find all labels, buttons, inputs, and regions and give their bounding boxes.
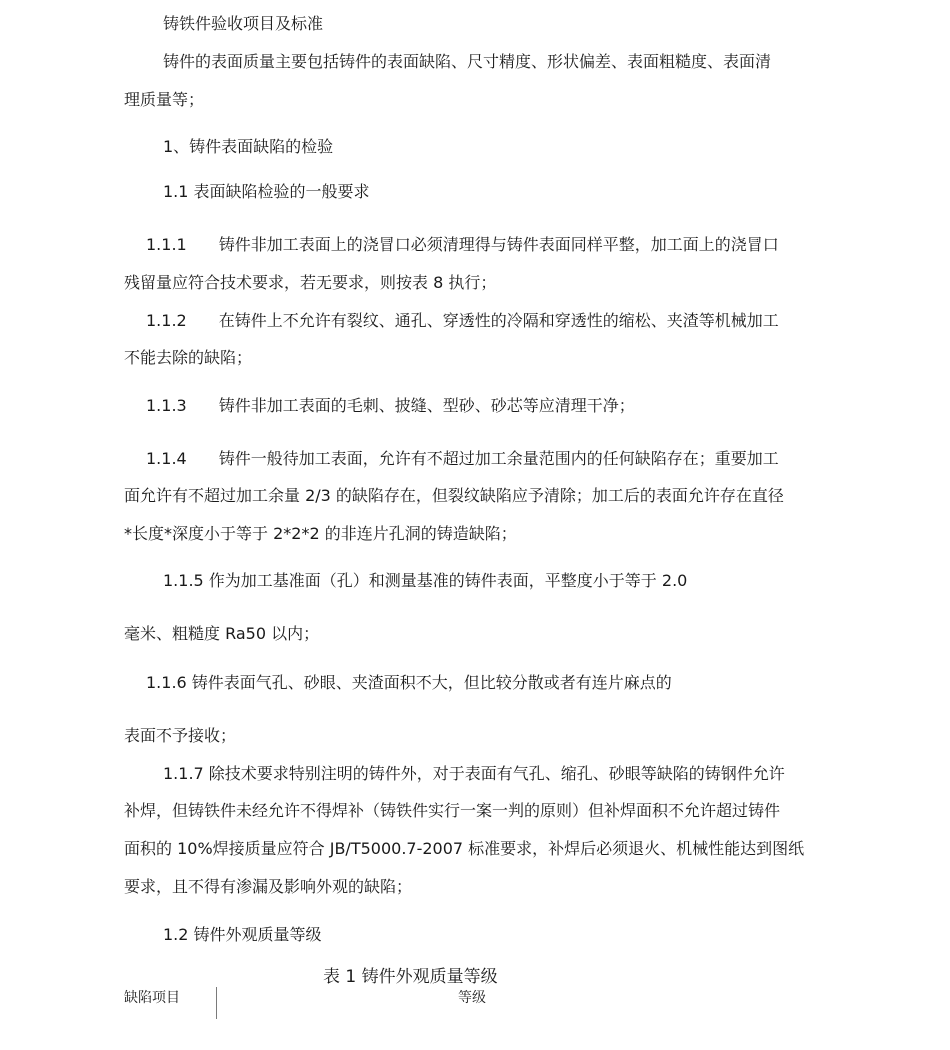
clause-1-1-4-line-2: 面允许有不超过加工余量 2/3 的缺陷存在，但裂纹缺陷应予清除；加工后的表面允许存在直径 — [124, 486, 784, 505]
clause-1-1-4-line-1: 1.1.4 铸件一般待加工表面，允许有不超过加工余量范围内的任何缺陷存在；重要加工 — [146, 449, 779, 468]
section-heading-1-2: 1.2 铸件外观质量等级 — [163, 925, 322, 944]
clause-1-1-5-line-2: 毫米、粗糙度 Ra50 以内； — [124, 624, 320, 643]
clause-1-1-6-line-1: 1.1.6 铸件表面气孔、砂眼、夹渣面积不大，但比较分散或者有连片麻点的 — [146, 673, 672, 692]
clause-1-1-1-line-1: 1.1.1 铸件非加工表面上的浇冒口必须清理得与铸件表面同样平整，加工面上的浇冒口 — [146, 235, 779, 254]
clause-1-1-4-line-3: *长度*深度小于等于 2*2*2 的非连片孔洞的铸造缺陷； — [124, 524, 517, 543]
intro-line-2: 理质量等； — [124, 90, 205, 109]
clause-1-1-7-line-4: 要求，且不得有渗漏及影响外观的缺陷； — [124, 877, 413, 896]
table-caption: 表 1 铸件外观质量等级 — [323, 967, 498, 987]
clause-1-1-5-line-1: 1.1.5 作为加工基准面（孔）和测量基准的铸件表面，平整度小于等于 2.0 — [163, 571, 688, 590]
clause-1-1-3: 1.1.3 铸件非加工表面的毛刺、披缝、型砂、砂芯等应清理干净； — [146, 396, 635, 415]
clause-1-1-6-line-2: 表面不予接收； — [124, 726, 237, 745]
section-heading-1: 1、铸件表面缺陷的检验 — [163, 137, 334, 156]
clause-1-1-2-line-1: 1.1.2 在铸件上不允许有裂纹、通孔、穿透性的冷隔和穿透性的缩松、夹渣等机械加工 — [146, 311, 779, 330]
section-heading-1-1: 1.1 表面缺陷检验的一般要求 — [163, 182, 370, 201]
doc-title: 铸铁件验收项目及标准 — [163, 14, 324, 33]
clause-1-1-2-line-2: 不能去除的缺陷； — [124, 348, 253, 367]
table-header-defect-item: 缺陷项目 — [124, 990, 180, 1006]
intro-line-1: 铸件的表面质量主要包括铸件的表面缺陷、尺寸精度、形状偏差、表面粗糙度、表面清 — [163, 52, 772, 71]
clause-1-1-1-line-2: 残留量应符合技术要求，若无要求，则按表 8 执行； — [124, 273, 497, 292]
clause-1-1-7-line-2: 补焊，但铸铁件未经允许不得焊补（铸铁件实行一案一判的原则）但补焊面积不允许超过铸件 — [124, 801, 781, 820]
clause-1-1-7-line-3: 面积的 10%焊接质量应符合 JB/T5000.7-2007 标准要求，补焊后必须退火、机械性能达到图纸 — [124, 839, 805, 858]
clause-1-1-7-line-1: 1.1.7 除技术要求特别注明的铸件外，对于表面有气孔、缩孔、砂眼等缺陷的铸钢件允许 — [163, 764, 785, 783]
table-column-divider — [216, 987, 217, 1019]
table-header-grade: 等级 — [458, 990, 486, 1006]
